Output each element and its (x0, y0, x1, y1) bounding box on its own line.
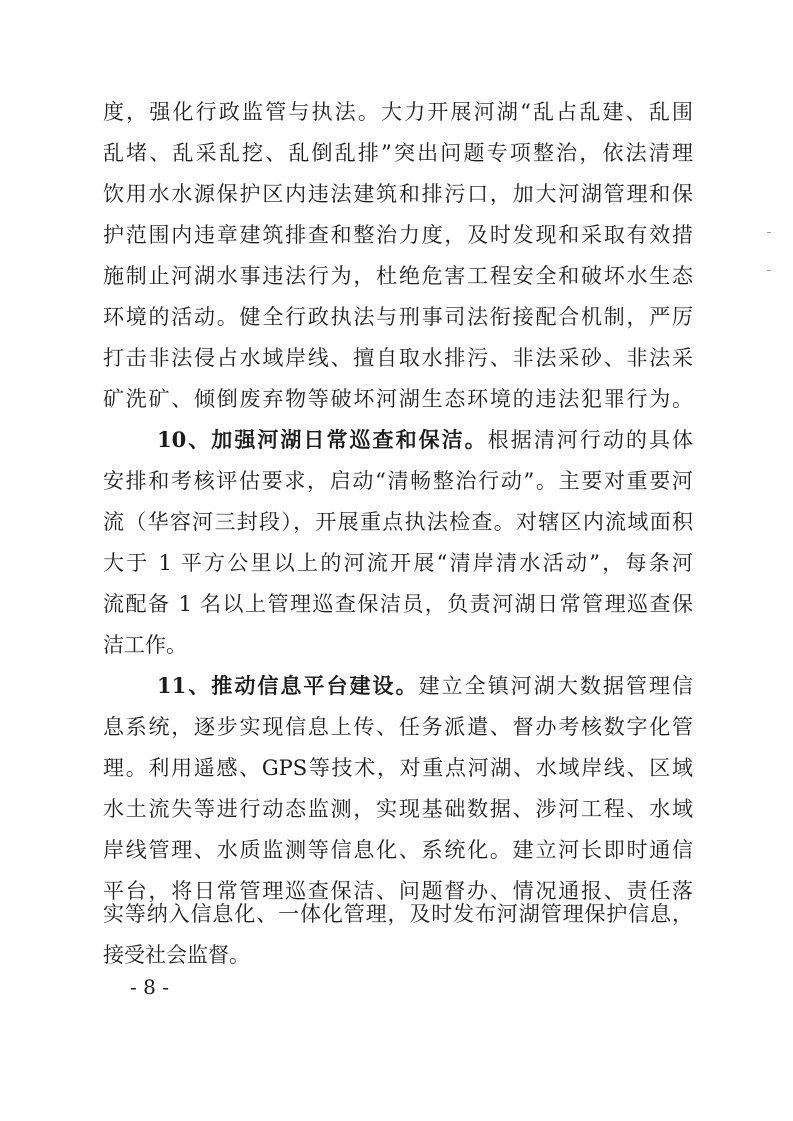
section-10-first-line (157, 420, 693, 460)
section-11-line: 平台，将日常管理巡查保洁、问题督办、情况通报、责任落 (103, 879, 693, 903)
section-11-line: 岸线管理、水质监测等信息化、系统化。建立河长即时通信 (103, 838, 693, 862)
section-11-first-line (157, 666, 693, 706)
section-10-line: 安排和考核评估要求，启动“清畅整治行动”。主要对重要河 (103, 469, 693, 493)
paragraph-line: 乱堵、乱采乱挖、乱倒乱排”突出问题专项整治，依法清理 (103, 141, 693, 165)
paragraph-line: 护范围内违章建筑排查和整治力度，及时发现和采取有效措 (103, 223, 693, 247)
section-11-line: 实等纳入信息化、一体化管理，及时发布河湖管理保护信息， (103, 902, 693, 926)
section-11-line: 理。利用遥感、GPS等技术，对重点河湖、水域岸线、区域 (103, 756, 693, 780)
section-10-line: 洁工作。 (103, 633, 187, 657)
section-11-line: 息系统，逐步实现信息上传、任务派遣、督办考核数字化管 (103, 715, 693, 739)
section-11-first-line-text: 建立全镇河湖大数据管理信 (418, 674, 693, 698)
section-11-line: 接受社会监督。 (103, 943, 250, 967)
paragraph-line: 施制止河湖水事违法行为，杜绝危害工程安全和破坏水生态 (103, 264, 693, 288)
section-10-line: 大于 1 平方公里以上的河流开展“清岸清水活动”，每条河 (103, 551, 693, 575)
paragraph-line: 度，强化行政监管与执法。大力开展河湖“乱占乱建、乱围 (103, 100, 693, 124)
page-number: - 8 - (130, 975, 169, 999)
section-11-heading: 11、推动信息平台建设。 (157, 673, 419, 698)
section-10-line: 流配备 1 名以上管理巡查保洁员，负责河湖日常管理巡查保 (103, 592, 693, 616)
scan-margin-mark (767, 270, 771, 271)
section-10-line: 流（华容河三封段），开展重点执法检查。对辖区内流域面积 (103, 510, 693, 534)
scan-margin-mark (767, 232, 771, 233)
paragraph-line: 打击非法侵占水域岸线、擅自取水排污、非法采砂、非法采 (103, 346, 693, 370)
paragraph-line: 矿洗矿、倾倒废弃物等破坏河湖生态环境的违法犯罪行为。 (103, 387, 693, 411)
paragraph-line: 饮用水水源保护区内违法建筑和排污口，加大河湖管理和保 (103, 182, 693, 206)
paragraph-line: 环境的活动。健全行政执法与刑事司法衔接配合机制，严厉 (103, 305, 693, 329)
section-11-line: 水土流失等进行动态监测，实现基础数据、涉河工程、水域 (103, 797, 693, 821)
section-10-first-line-text: 根据清河行动的具体 (487, 428, 693, 452)
section-10-heading: 10、加强河湖日常巡查和保洁。 (157, 427, 488, 452)
